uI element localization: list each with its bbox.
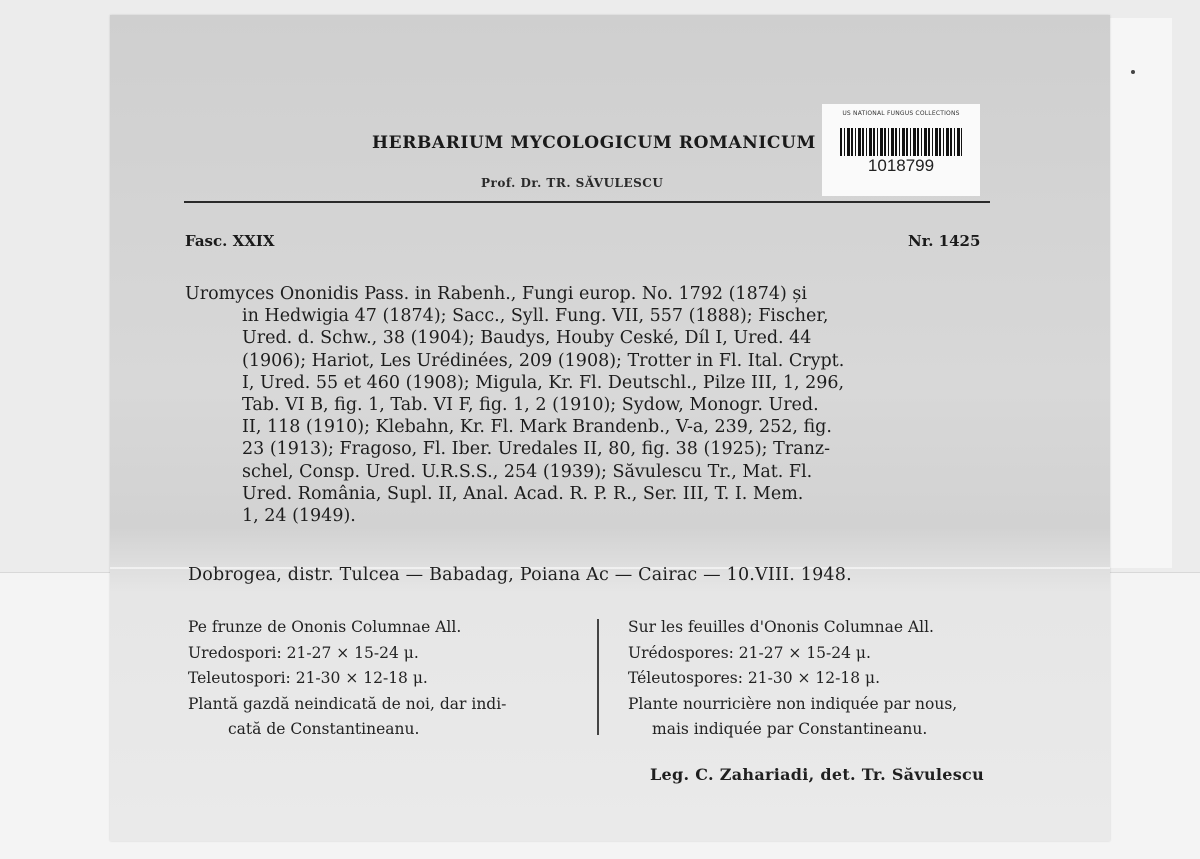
citation-line: in Hedwigia 47 (1874); Sacc., Syll. Fung. VII, 557 (1888); Fischer, [242,306,829,327]
citation-line: I, Ured. 55 et 460 (1908); Migula, Kr. Fl. Deutschl., Pilze III, 1, 296, [242,372,845,393]
collection-locality: Dobrogea, distr. Tulcea — Babadag, Poiana Ac — Cairac — 10.VIII. 1948. [188,565,852,585]
herbarium-director: Prof. Dr. TR. SĂVULESCU [481,176,664,190]
backing-sheet-edge [1110,18,1172,568]
citation-line: Ured. d. Schw., 38 (1904); Baudys, Houby Ceské, Díl I, Ured. 44 [242,328,812,349]
column-divider [597,619,599,735]
romanian-line: Uredospori: 21-27 × 15-24 μ. [188,643,419,662]
romanian-line: Teleutospori: 21-30 × 12-18 μ. [188,669,428,687]
french-line: Sur les feuilles d'Ononis Columnae All. [628,618,934,636]
barcode-icon [840,128,962,156]
herbarium-label [110,15,1110,841]
header-rule [184,201,990,203]
french-line: Urédospores: 21-27 × 15-24 μ. [628,643,871,662]
citation-line: Tab. VI B, fig. 1, Tab. VI F, fig. 1, 2 (1910); Sydow, Monogr. Ured. [242,394,819,415]
french-description [628,615,1028,743]
barcode-number: 1018799 [867,156,935,175]
dust-speck [1131,70,1135,74]
french-line: Téleutospores: 21-30 × 12-18 μ. [628,669,881,687]
barcode-collection-name: US NATIONAL FUNGUS COLLECTIONS [842,110,960,117]
barcode-sticker [822,104,980,196]
citation-line: 1, 24 (1949). [242,505,356,526]
specimen-number: Nr. 1425 [908,232,981,250]
citation-line: Uromyces Ononidis Pass. in Rabenh., Fungi europ. No. 1792 (1874) și [185,284,807,304]
citation-line: (1906); Hariot, Les Urédinées, 209 (1908); Trotter in Fl. Ital. Crypt. [242,350,845,371]
fascicle-number: Fasc. XXIX [185,232,275,250]
french-line: mais indiquée par Constantineanu. [652,720,928,738]
citation-line: Ured. România, Supl. II, Anal. Acad. R. P. R., Ser. III, T. I. Mem. [242,483,804,504]
romanian-line: cată de Constantineanu. [228,720,420,738]
romanian-line: Pe frunze de Ononis Columnae All. [188,618,462,636]
citation-line: 23 (1913); Fragoso, Fl. Iber. Uredales II, 80, fig. 38 (1925); Tranz- [242,439,831,460]
herbarium-title: HERBARIUM MYCOLOGICUM ROMANICUM [372,133,816,153]
taxon-citation [185,283,1005,527]
collector-determiner: Leg. C. Zahariadi, det. Tr. Săvulescu [650,765,985,784]
citation-line: II, 118 (1910); Klebahn, Kr. Fl. Mark Brandenb., V-a, 239, 252, fig. [242,417,832,438]
citation-line: schel, Consp. Ured. U.R.S.S., 254 (1939); Săvulescu Tr., Mat. Fl. [242,461,813,482]
romanian-description [188,615,588,743]
romanian-line: Plantă gazdă neindicată de noi, dar indi- [188,694,507,713]
french-line: Plante nourricière non indiquée par nous, [628,694,958,713]
